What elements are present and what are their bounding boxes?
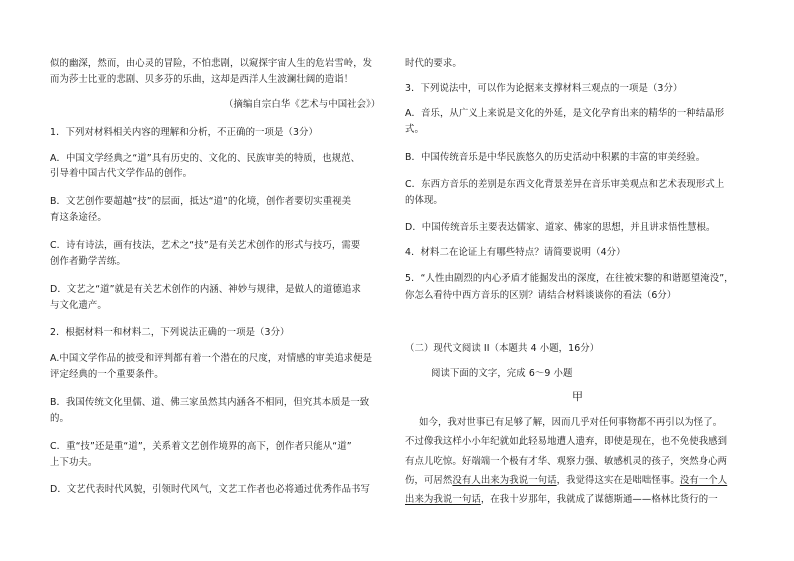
option-2c: C．重“技”还是重“道”，关系着文艺创作境界的高下，创作者只能从“道” xyxy=(50,441,352,452)
question-5: 5．“人性由剧烈的内心矛盾才能掘发出的深度，在往被宋黎的和谐愿望淹没”， xyxy=(405,273,734,284)
question-4: 4．材料二在论证上有哪些特点？请简要说明（4分） xyxy=(405,247,626,258)
passage-line xyxy=(405,475,727,487)
underlined-phrase: 没有人出来为我说一句话 xyxy=(452,475,557,486)
option-3c: C．东西方音乐的差别是东西文化背景差异在音乐审美观点和艺术表现形式上 xyxy=(405,179,725,190)
passage-text: 伤，可居然 xyxy=(405,475,453,486)
option-1b: B．文艺创作要超越“技”的层面，抵达“道”的化境，创作者要切实重视美 xyxy=(50,196,352,207)
option-2d: D．文艺代表时代风貌，引领时代风气，文艺工作者也必将通过优秀作品书写 xyxy=(50,484,370,495)
underlined-phrase: 出来为我说一句话 xyxy=(405,494,481,505)
underlined-phrase: 没有一个人 xyxy=(679,475,728,486)
passage-line: 有点儿吃惊。好端端一个极有才华、观察力强、敏感机灵的孩子，突然身心两 xyxy=(405,456,728,467)
option-2a: A.中国文学作品的披受和评判都有着一个潜在的尺度，对情感的审美追求便是 xyxy=(50,353,373,364)
passage-text: ，在我十岁那年，我就成了谋德斯通——格林比货行的一 xyxy=(480,494,718,505)
option-1a-cont: 引导着中国古代文学作品的创作。 xyxy=(50,168,193,179)
option-1a: A．中国文学经典之“道”具有历史的、文化的、民族审美的特质，也规范、 xyxy=(50,153,361,164)
option-2c-cont: 上下功夫。 xyxy=(50,457,98,468)
passage-line: 不过像我这样小小年纪就如此轻易地遭人遗弃，即使是现在，也不免使我感到 xyxy=(405,436,728,447)
question-1: 1．下列对材料相关内容的理解和分析，不正确的一项是（3分） xyxy=(50,127,318,138)
option-3c-cont: 的体现。 xyxy=(405,195,443,206)
option-3a: A．音乐，从广义上来说是文化的外延，是文化孕育出来的精华的一种结晶形 xyxy=(405,108,725,119)
option-1d-cont: 与文化遗产。 xyxy=(50,300,107,311)
passage-line: 如今，我对世事已有足够了解，因而几乎对任何事物都不再引以为怪了。 xyxy=(419,417,723,428)
passage-line xyxy=(405,494,718,506)
text-line: 而为莎士比亚的悲剧、贝多芬的乐曲，这却是西洋人生波澜壮阔的造诣！ xyxy=(50,74,354,85)
question-3: 3．下列说法中，可以作为论据来支撑材料三观点的一项是（3分） xyxy=(405,83,683,94)
option-1b-cont: 育这条途径。 xyxy=(50,212,107,223)
reading-instruction: 阅读下面的文字，完成 6～9 小题 xyxy=(431,368,573,379)
passage-text: ，我觉得这实在是咄咄怪事。 xyxy=(556,475,680,486)
option-1d: D．文艺之“道”就是有关艺术创作的内涵、神妙与规律，是做人的道德追求 xyxy=(50,284,361,295)
passage-title: 甲 xyxy=(571,390,584,403)
option-2b-cont: 的。 xyxy=(50,413,69,424)
option-3d: D．中国传统音乐主要表达儒家、道家、佛家的思想，并且讲求悟性慧根。 xyxy=(405,222,716,233)
option-1c-cont: 创作者勤学苦练。 xyxy=(50,256,126,267)
option-2a-cont: 评定经典的一个重要条件。 xyxy=(50,369,164,380)
option-1c: C．诗有诗法，画有技法，艺术之“技”是有关艺术创作的形式与技巧，需要 xyxy=(50,240,361,251)
option-3b: B．中国传统音乐是中华民族悠久的历史活动中积累的丰富的审美经验。 xyxy=(405,152,706,163)
section-heading: （二）现代文阅读 II（本题共 4 小题，16分） xyxy=(405,343,600,354)
text-line: 时代的要求。 xyxy=(405,58,462,69)
question-2: 2．根据材料一和材料二，下列说法正确的一项是（3分） xyxy=(50,327,290,338)
text-line: 似的幽深，然而，由心灵的冒险，不怕悲剧，以窥探宇宙人生的危岩雪岭，发 xyxy=(50,58,373,69)
option-3a-cont: 式。 xyxy=(405,124,424,135)
option-2b: B．我国传统文化里儒、道、佛三家虽然其内涵各不相同，但究其本质是一致 xyxy=(50,397,370,408)
source-citation: （摘编自宗白华《艺术与中国社会》） xyxy=(224,99,381,110)
question-5-cont: 你怎么看待中西方音乐的区别？请结合材料谈谈你的看法（6分） xyxy=(405,290,677,301)
